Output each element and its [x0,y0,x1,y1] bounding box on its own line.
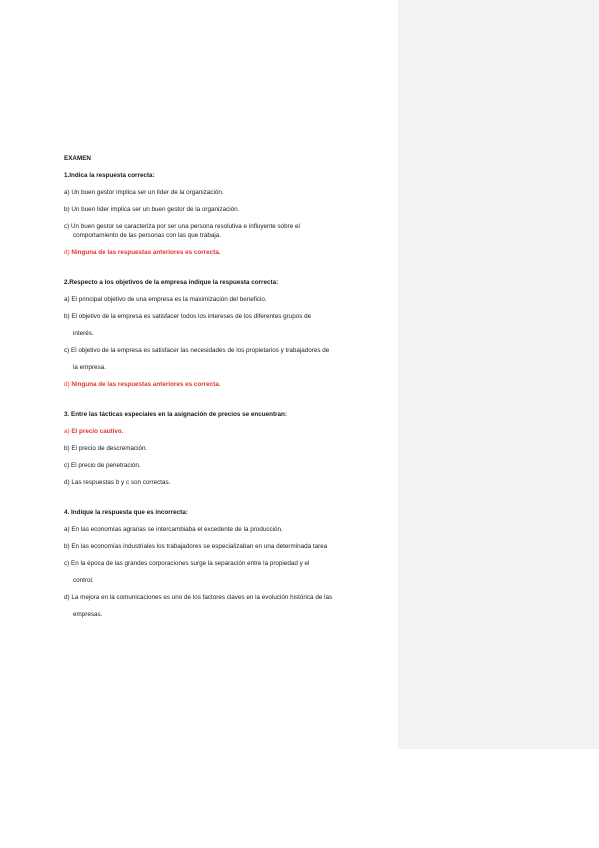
question-4-answer-a: a) En las economías agrarias se intercambiaba el excedente de la producción. [64,526,283,533]
exam-content [64,154,394,619]
question-2-answer-c: c) El objetivo de la empresa es satisfacer las necesidades de los propietarios y trabajadores de [64,347,330,354]
question-4-answer-b: b) En las economías industriales los trabajadores se especializaban en una determinada tarea [64,543,328,550]
question-2-answer-c-cont: la empresa. [73,364,106,371]
question-2-answer-d [64,380,394,389]
question-1-answer-b: b) Un buen líder implica ser un buen gestor de la organización. [64,206,240,213]
question-2-prompt: 2.Respecto a los objetivos de la empresa indique la respuesta correcta: [64,279,279,286]
question-1-answer-d-letter: d) [64,249,72,256]
question-2-answer-d-text: Ninguna de las respuestas anteriores es correcta. [71,381,221,388]
question-3-answer-a-letter: a) [64,428,72,435]
question-4-prompt: 4. Indique la respuesta que es incorrecta: [64,509,188,516]
question-1-prompt: 1.Indica la respuesta correcta: [64,172,155,179]
question-2-answer-d-letter: d) [64,381,72,388]
exam-title: EXAMEN [64,155,91,162]
comments-pane [398,0,599,749]
question-1-answer-d-text: Ninguna de las respuestas anteriores es correcta. [71,249,221,256]
question-1-answer-a: a) Un buen gestor implica ser un líder de la organización. [64,189,224,196]
question-3-answer-a-text: El precio cautivo. [71,428,124,435]
question-2-answer-a: a) El principal objetivo de una empresa es la maximización del beneficio. [64,296,267,303]
question-4-answer-d-cont: empresas. [73,611,103,618]
question-4-answer-d: d) La mejora en la comunicaciones es uno de los factores claves en la evolución histórica de las [64,594,333,601]
question-3-answer-c: c) El precio de penetración. [64,462,141,469]
question-2-answer-b-cont: interés. [73,330,94,337]
question-1-answer-c: c) Un buen gestor se caracteriza por ser una persona resolutiva e influyente sobre el [64,223,300,230]
question-3-answer-b: b) El precio de descremación. [64,445,148,452]
question-1-answer-d [64,248,394,257]
question-4-answer-c-cont: control. [73,577,94,584]
question-3-answer-a [64,427,394,436]
question-3-prompt: 3. Entre las tácticas especiales en la asignación de precios se encuentran: [64,411,287,418]
question-3-answer-d: d) Las respuestas b y c son correctas. [64,479,171,486]
question-4-answer-c: c) En la época de las grandes corporaciones surge la separación entre la propiedad y el [64,560,310,567]
question-1-answer-c-cont: comportamiento de las personas con las que trabaja. [73,232,222,239]
question-2-answer-b: b) El objetivo de la empresa es satisfacer todos los intereses de los diferentes grupos de [64,313,312,320]
